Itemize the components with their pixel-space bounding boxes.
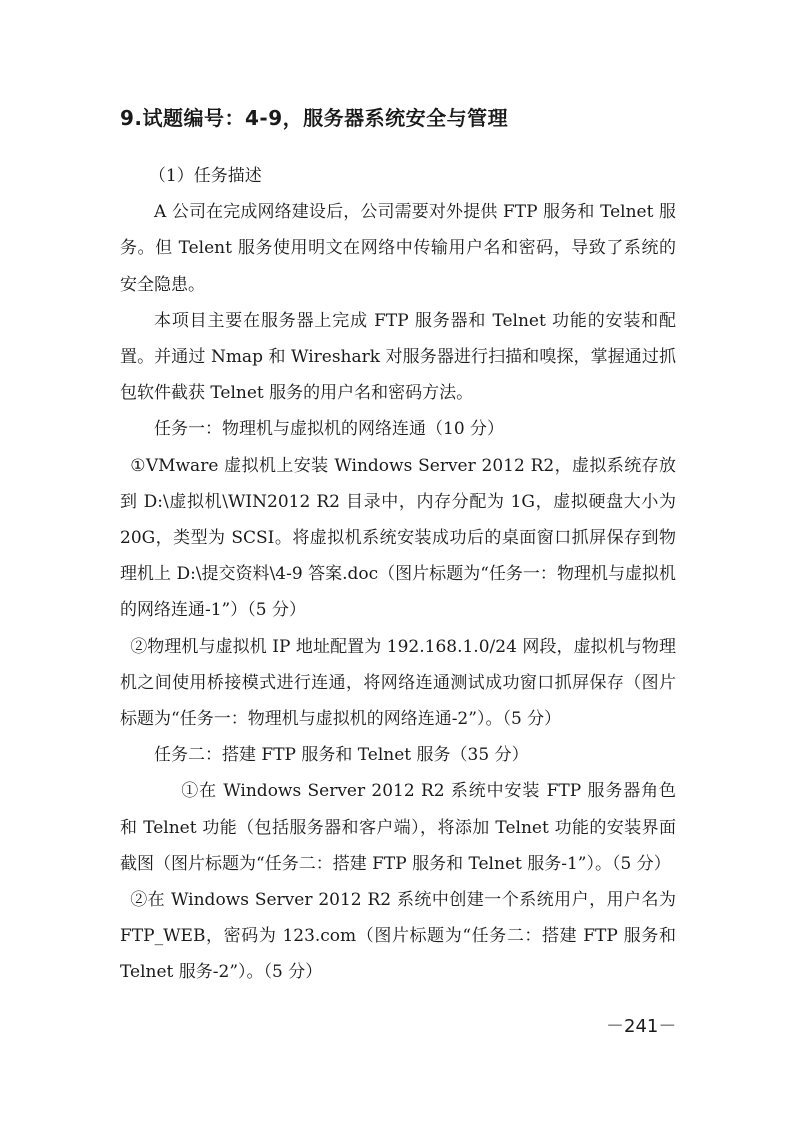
paragraph-task-one-step-2: ②物理机与虚拟机 IP 地址配置为 192.168.1.0/24 网段，虚拟机与物理机之间使用桥接模式进行连通，将网络连通测试成功窗口抓屏保存（图片标题为“任务一：物理机与虚拟机的网络连通-2”）。（5 分） — [120, 636, 676, 730]
body-text — [120, 158, 676, 991]
page-number: －241－ — [606, 1016, 677, 1037]
paragraph-task-one-title: 任务一：物理机与虚拟机的网络连通（10 分） — [154, 419, 505, 440]
paragraph-task-description-title: （1）任务描述 — [148, 166, 262, 186]
paragraph-task-two-step-2: ②在 Windows Server 2012 R2 系统中创建一个系统用户，用户名为 FTP_WEB，密码为 123.com（图片标题为“任务二：搭建 FTP 服务和 Telnet 服务-2”）。（5 分） — [120, 890, 676, 983]
section-heading: 9.试题编号：4-9，服务器系统安全与管理 — [120, 106, 509, 130]
paragraph-task-two-step-1: ①在 Windows Server 2012 R2 系统中安装 FTP 服务器角色和 Telnet 功能（包括服务器和客户端），将添加 Telnet 功能的安装界面截图（图片标题为“任务二：搭建 FTP 服务和 Telnet 服务-1”）。（5 分） — [120, 781, 676, 874]
paragraph-task-one-step-1: ①VMware 虚拟机上安装 Windows Server 2012 R2，虚拟系统存放到 D:\虚拟机\WIN2012 R2 目录中，内存分配为 1G，虚拟硬盘大小为 20G，类型为 SCSI。将虚拟机系统安装成功后的桌面窗口抓屏保存到物理机上 D:\提交资料\4-9 答案.doc（图片标题为“任务一：物理机与虚拟机的网络连通-1”）（5 分） — [120, 455, 676, 621]
paragraph-background: A 公司在完成网络建设后，公司需要对外提供 FTP 服务和 Telnet 服务。但 Telent 服务使用明文在网络中传输用户名和密码，导致了系统的安全隐患。 — [120, 202, 676, 295]
paragraph-project-overview: 本项目主要在服务器上完成 FTP 服务器和 Telnet 功能的安装和配置。并通过 Nmap 和 Wireshark 对服务器进行扫描和嗅探，掌握通过抓包软件截获 Telnet 服务的用户名和密码方法。 — [120, 310, 676, 404]
paragraph-task-two-title: 任务二：搭建 FTP 服务和 Telnet 服务（35 分） — [154, 745, 529, 766]
